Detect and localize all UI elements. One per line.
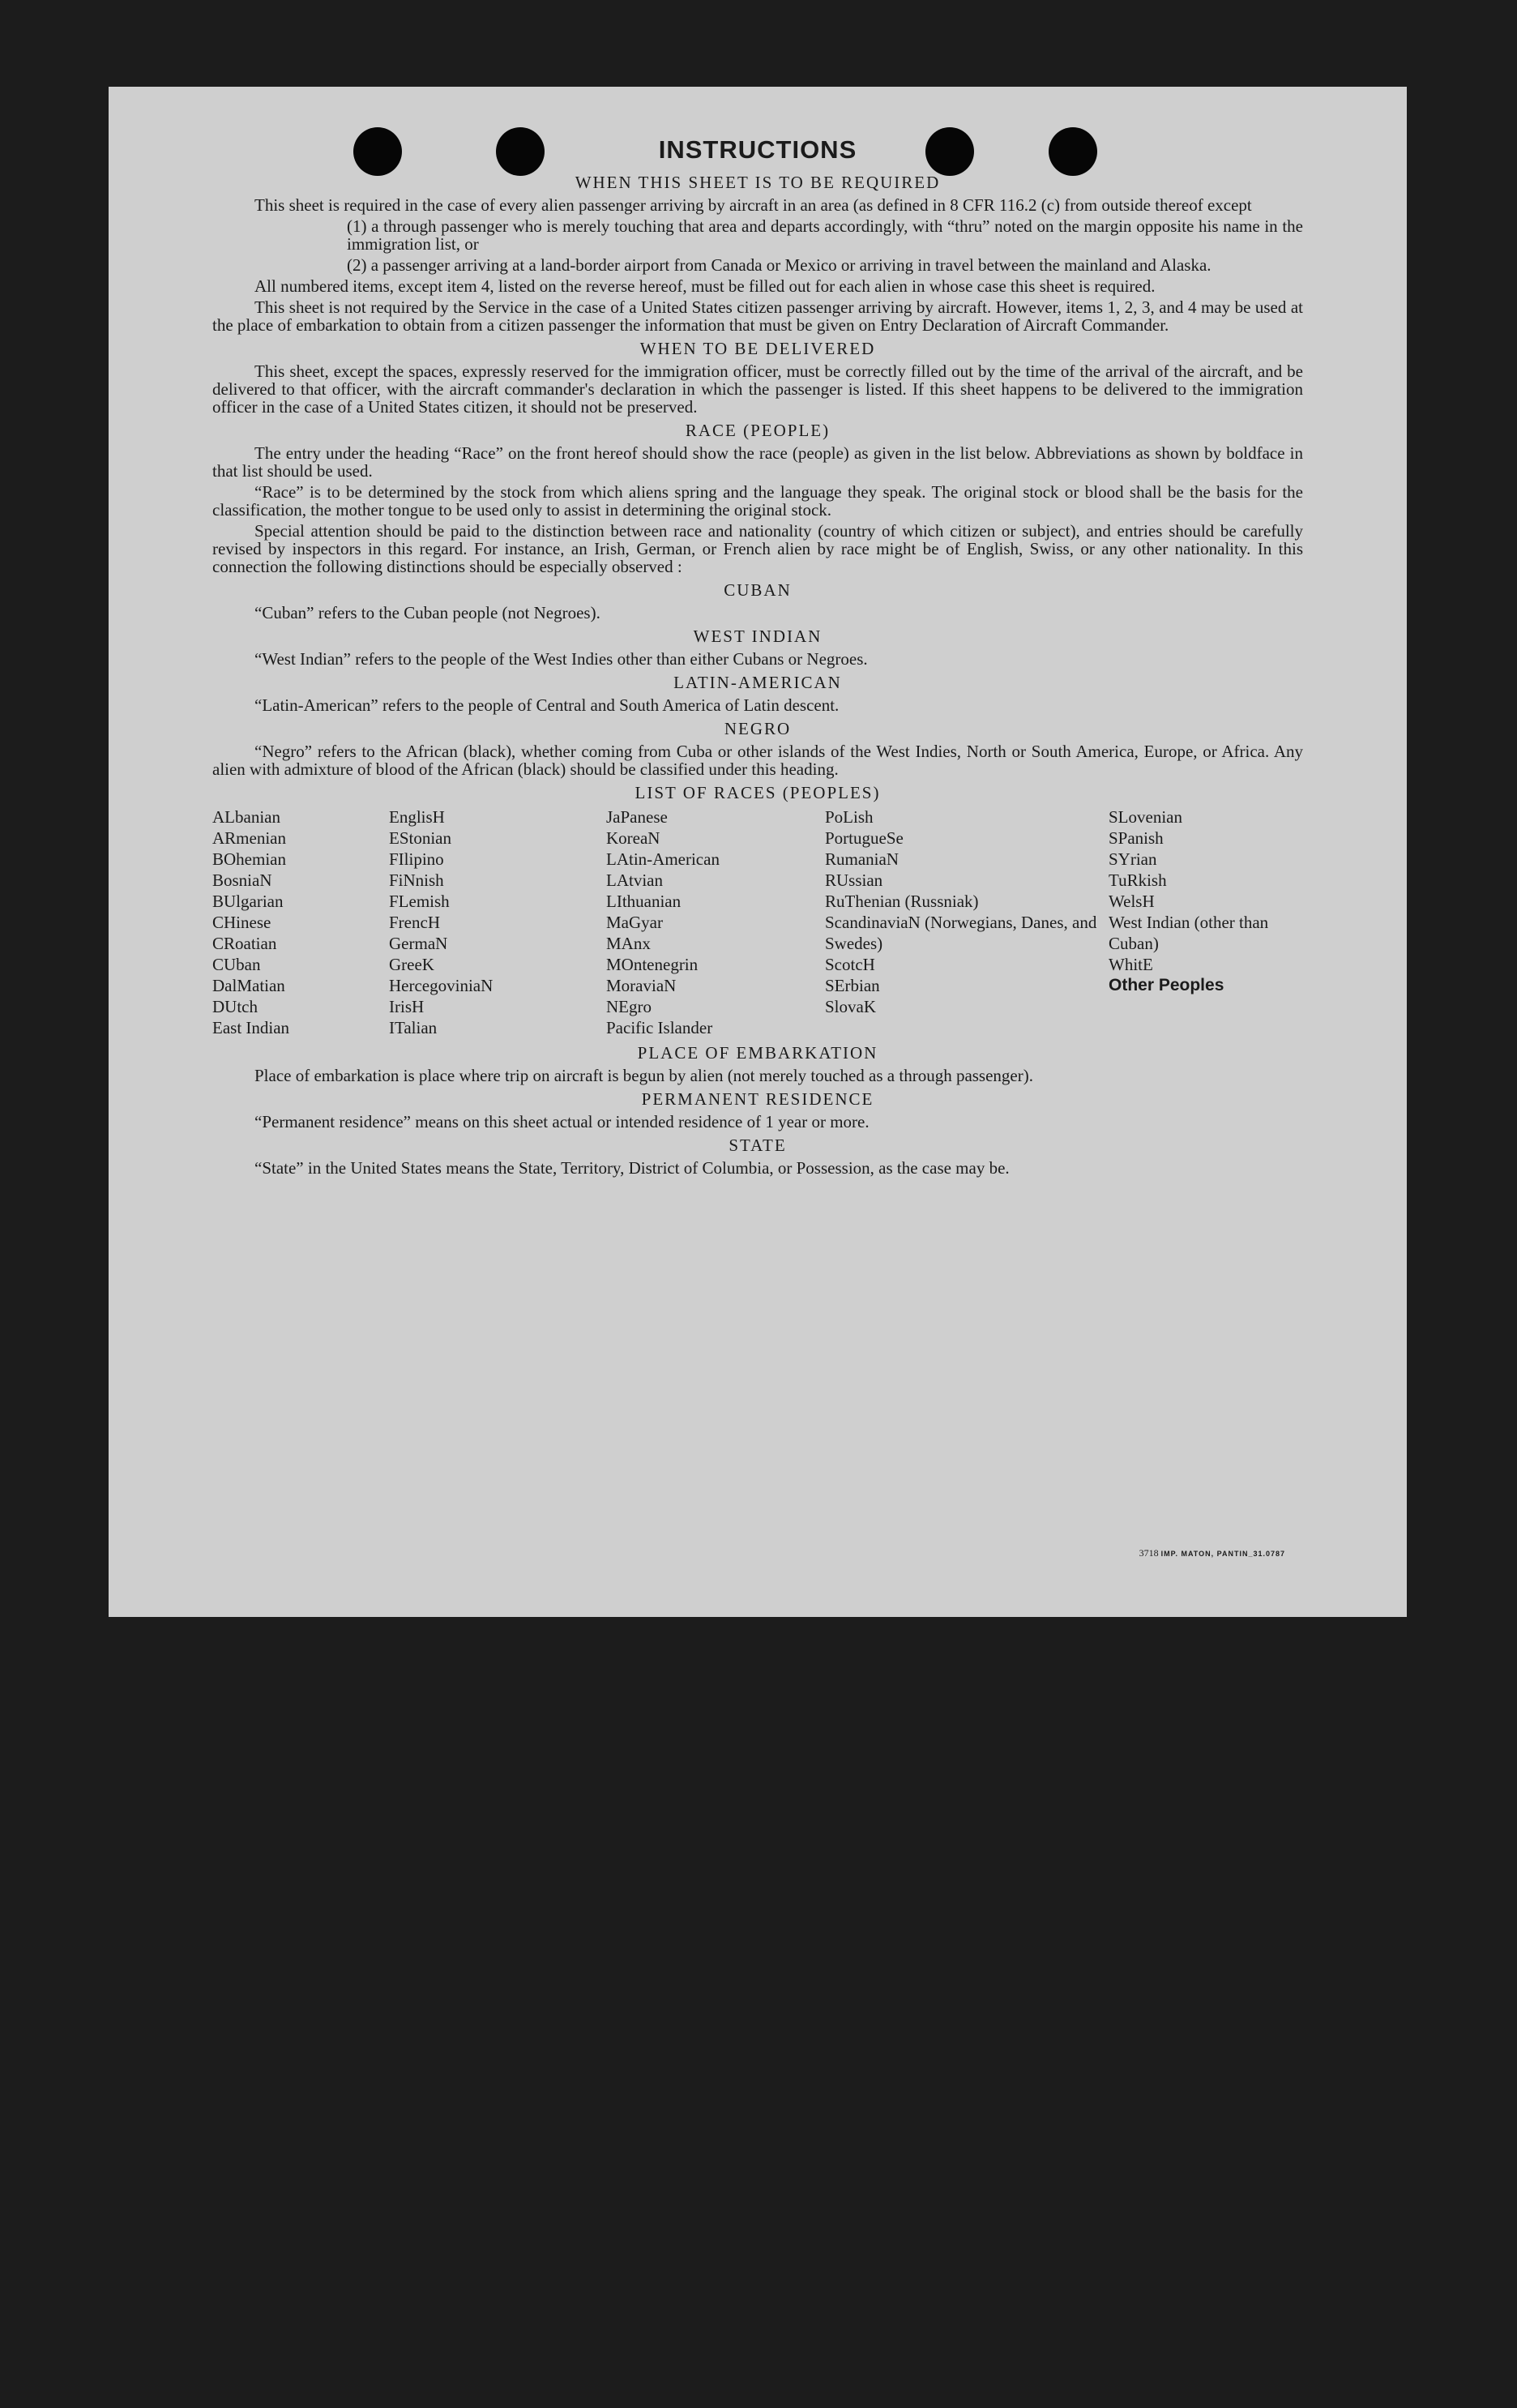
race-entry: LAtin-American [606, 849, 720, 869]
paragraph: The entry under the heading “Race” on the front hereof should show the race (people) as given in the list below. Abbreviations as shown by boldface in that list should be used. [212, 443, 1303, 481]
section-heading: NEGRO [724, 719, 792, 738]
printer-mark: IMP. MATON, PANTIN_31.0787 [1160, 1550, 1285, 1558]
race-entry: SYrian [1109, 849, 1157, 869]
paragraph: “Race” is to be determined by the stock from which aliens spring and the language they speak. The original stock or blood shall be the basis for the classification, the mother tongue to be used only to assist in determining the original stock. [212, 482, 1303, 520]
race-entry: FLemish [389, 892, 450, 911]
race-entry: ScotcH [825, 955, 875, 974]
race-entry: FrencH [389, 913, 440, 932]
race-entry: Pacific Islander [606, 1018, 713, 1037]
paragraph: This sheet is not required by the Service in the case of a United States citizen passenger arriving by aircraft. However, items 1, 2, 3, and 4 may be used at the place of embarkation to obtain from a citizen passenger the information that must be given on Entry Declaration of Aircraft Commander. [212, 297, 1303, 335]
paragraph: “Latin-American” refers to the people of Central and South America of Latin descent. [254, 695, 840, 715]
section-heading: RACE (PEOPLE) [685, 421, 831, 440]
paragraph: “State” in the United States means the State, Territory, District of Columbia, or Possession, as the case may be. [254, 1158, 1010, 1178]
race-entry: MAnx [606, 934, 651, 953]
list-item: (1) a through passenger who is merely touching that area and departs accordingly, with “thru” noted on the margin opposite his name in the immigration list, or [347, 216, 1303, 254]
races-list [212, 806, 1303, 1038]
race-entry: DalMatian [212, 976, 285, 995]
races-column [606, 806, 825, 1038]
races-column [389, 806, 606, 1038]
races-column [825, 806, 1109, 1038]
races-column [1109, 806, 1303, 1038]
race-entry: SLovenian [1109, 807, 1182, 827]
race-entry: PortugueSe [825, 828, 904, 848]
section-heading: STATE [729, 1136, 787, 1155]
race-entry: BosniaN [212, 870, 272, 890]
race-entry: KoreaN [606, 828, 660, 848]
race-entry: SlovaK [825, 997, 876, 1016]
race-entry: NEgro [606, 997, 652, 1016]
punch-hole [353, 127, 402, 176]
paragraph: “Negro” refers to the African (black), whether coming from Cuba or other islands of the West Indies, North or South America, Europe, or Africa. Any alien with admixture of blood of the African (black) should be classified under this heading. [212, 742, 1303, 779]
race-entry: WhitE [1109, 955, 1153, 974]
paragraph: “West Indian” refers to the people of the West Indies other than either Cubans or Negroes. [254, 649, 868, 669]
section-heading: WHEN TO BE DELIVERED [639, 339, 876, 358]
paragraph: Place of embarkation is place where trip on aircraft is begun by alien (not merely touched as a through passenger). [254, 1066, 1033, 1085]
paragraph: This sheet, except the spaces, expressly reserved for the immigration officer, must be correctly filled out by the time of the arrival of the aircraft, and be delivered to that officer, with the aircraft commander's declaration in which the passenger is listed. If this sheet happens to be delivered to the immigration officer in the case of a United States citizen, it should not be preserved. [212, 361, 1303, 417]
punch-hole [1049, 127, 1097, 176]
paragraph: All numbered items, except item 4, listed on the reverse hereof, must be filled out for each alien in whose case this sheet is required. [254, 276, 1156, 296]
race-entry: West Indian (other than Cuban) [1109, 913, 1269, 953]
paragraph: Special attention should be paid to the distinction between race and nationality (country of which citizen or subject), and entries should be carefully revised by inspectors in this regard. For instance, an Irish, German, or French alien by race might be of English, Swiss, or any other nationality. In this connection the following distinctions should be especially observed : [212, 521, 1303, 576]
race-entry: SErbian [825, 976, 880, 995]
race-entry: RuThenian (Russniak) [825, 892, 979, 911]
race-entry: FiNnish [389, 870, 444, 890]
race-entry: DUtch [212, 997, 258, 1016]
section-heading: WHEN THIS SHEET IS TO BE REQUIRED [575, 173, 941, 192]
race-entry: RUssian [825, 870, 883, 890]
section-heading: LIST OF RACES (PEOPLES) [635, 783, 881, 802]
race-entry: MaGyar [606, 913, 663, 932]
race-entry: RumaniaN [825, 849, 899, 869]
race-entry: CHinese [212, 913, 271, 932]
form-number: 3718 [1139, 1547, 1159, 1559]
section-heading: WEST INDIAN [693, 627, 823, 646]
document-sheet [109, 87, 1407, 1617]
race-entry: Other Peoples [1109, 976, 1224, 994]
punch-hole [925, 127, 974, 176]
race-entry: HercegoviniaN [389, 976, 494, 995]
race-entry: JaPanese [606, 807, 668, 827]
race-entry: TuRkish [1109, 870, 1167, 890]
race-entry: IrisH [389, 997, 425, 1016]
race-entry: GreeK [389, 955, 434, 974]
race-entry: WelsH [1109, 892, 1155, 911]
punch-hole [496, 127, 545, 176]
race-entry: GermaN [389, 934, 448, 953]
race-entry: ScandinaviaN (Norwegians, Danes, and Swedes) [825, 913, 1097, 953]
race-entry: ITalian [389, 1018, 438, 1037]
race-entry: FIlipino [389, 849, 444, 869]
race-entry: ARmenian [212, 828, 286, 848]
form-footer [1139, 1547, 1285, 1559]
section-heading: CUBAN [724, 580, 792, 600]
race-entry: EnglisH [389, 807, 445, 827]
section-heading: PLACE OF EMBARKATION [637, 1043, 878, 1063]
race-entry: LAtvian [606, 870, 663, 890]
paragraph: “Permanent residence” means on this sheet actual or intended residence of 1 year or more. [254, 1112, 870, 1131]
race-entry: MOntenegrin [606, 955, 699, 974]
race-entry: LIthuanian [606, 892, 682, 911]
section-heading: LATIN-AMERICAN [673, 673, 842, 692]
races-column [212, 806, 389, 1038]
race-entry: MoraviaN [606, 976, 677, 995]
race-entry: PoLish [825, 807, 874, 827]
race-entry: CRoatian [212, 934, 277, 953]
paragraph: This sheet is required in the case of every alien passenger arriving by aircraft in an area (as defined in 8 CFR 116.2 (c) from outside thereof except [254, 195, 1252, 215]
race-entry: CUban [212, 955, 261, 974]
race-entry: SPanish [1109, 828, 1164, 848]
section-heading: PERMANENT RESIDENCE [641, 1089, 874, 1109]
race-entry: BOhemian [212, 849, 286, 869]
race-entry: BUlgarian [212, 892, 284, 911]
paragraph: “Cuban” refers to the Cuban people (not Negroes). [254, 603, 600, 622]
race-entry: EStonian [389, 828, 451, 848]
race-entry: East Indian [212, 1018, 290, 1037]
list-item: (2) a passenger arriving at a land-border airport from Canada or Mexico or arriving in travel between the mainland and Alaska. [347, 255, 1211, 275]
race-entry: ALbanian [212, 807, 280, 827]
page-title: INSTRUCTIONS [658, 135, 857, 164]
